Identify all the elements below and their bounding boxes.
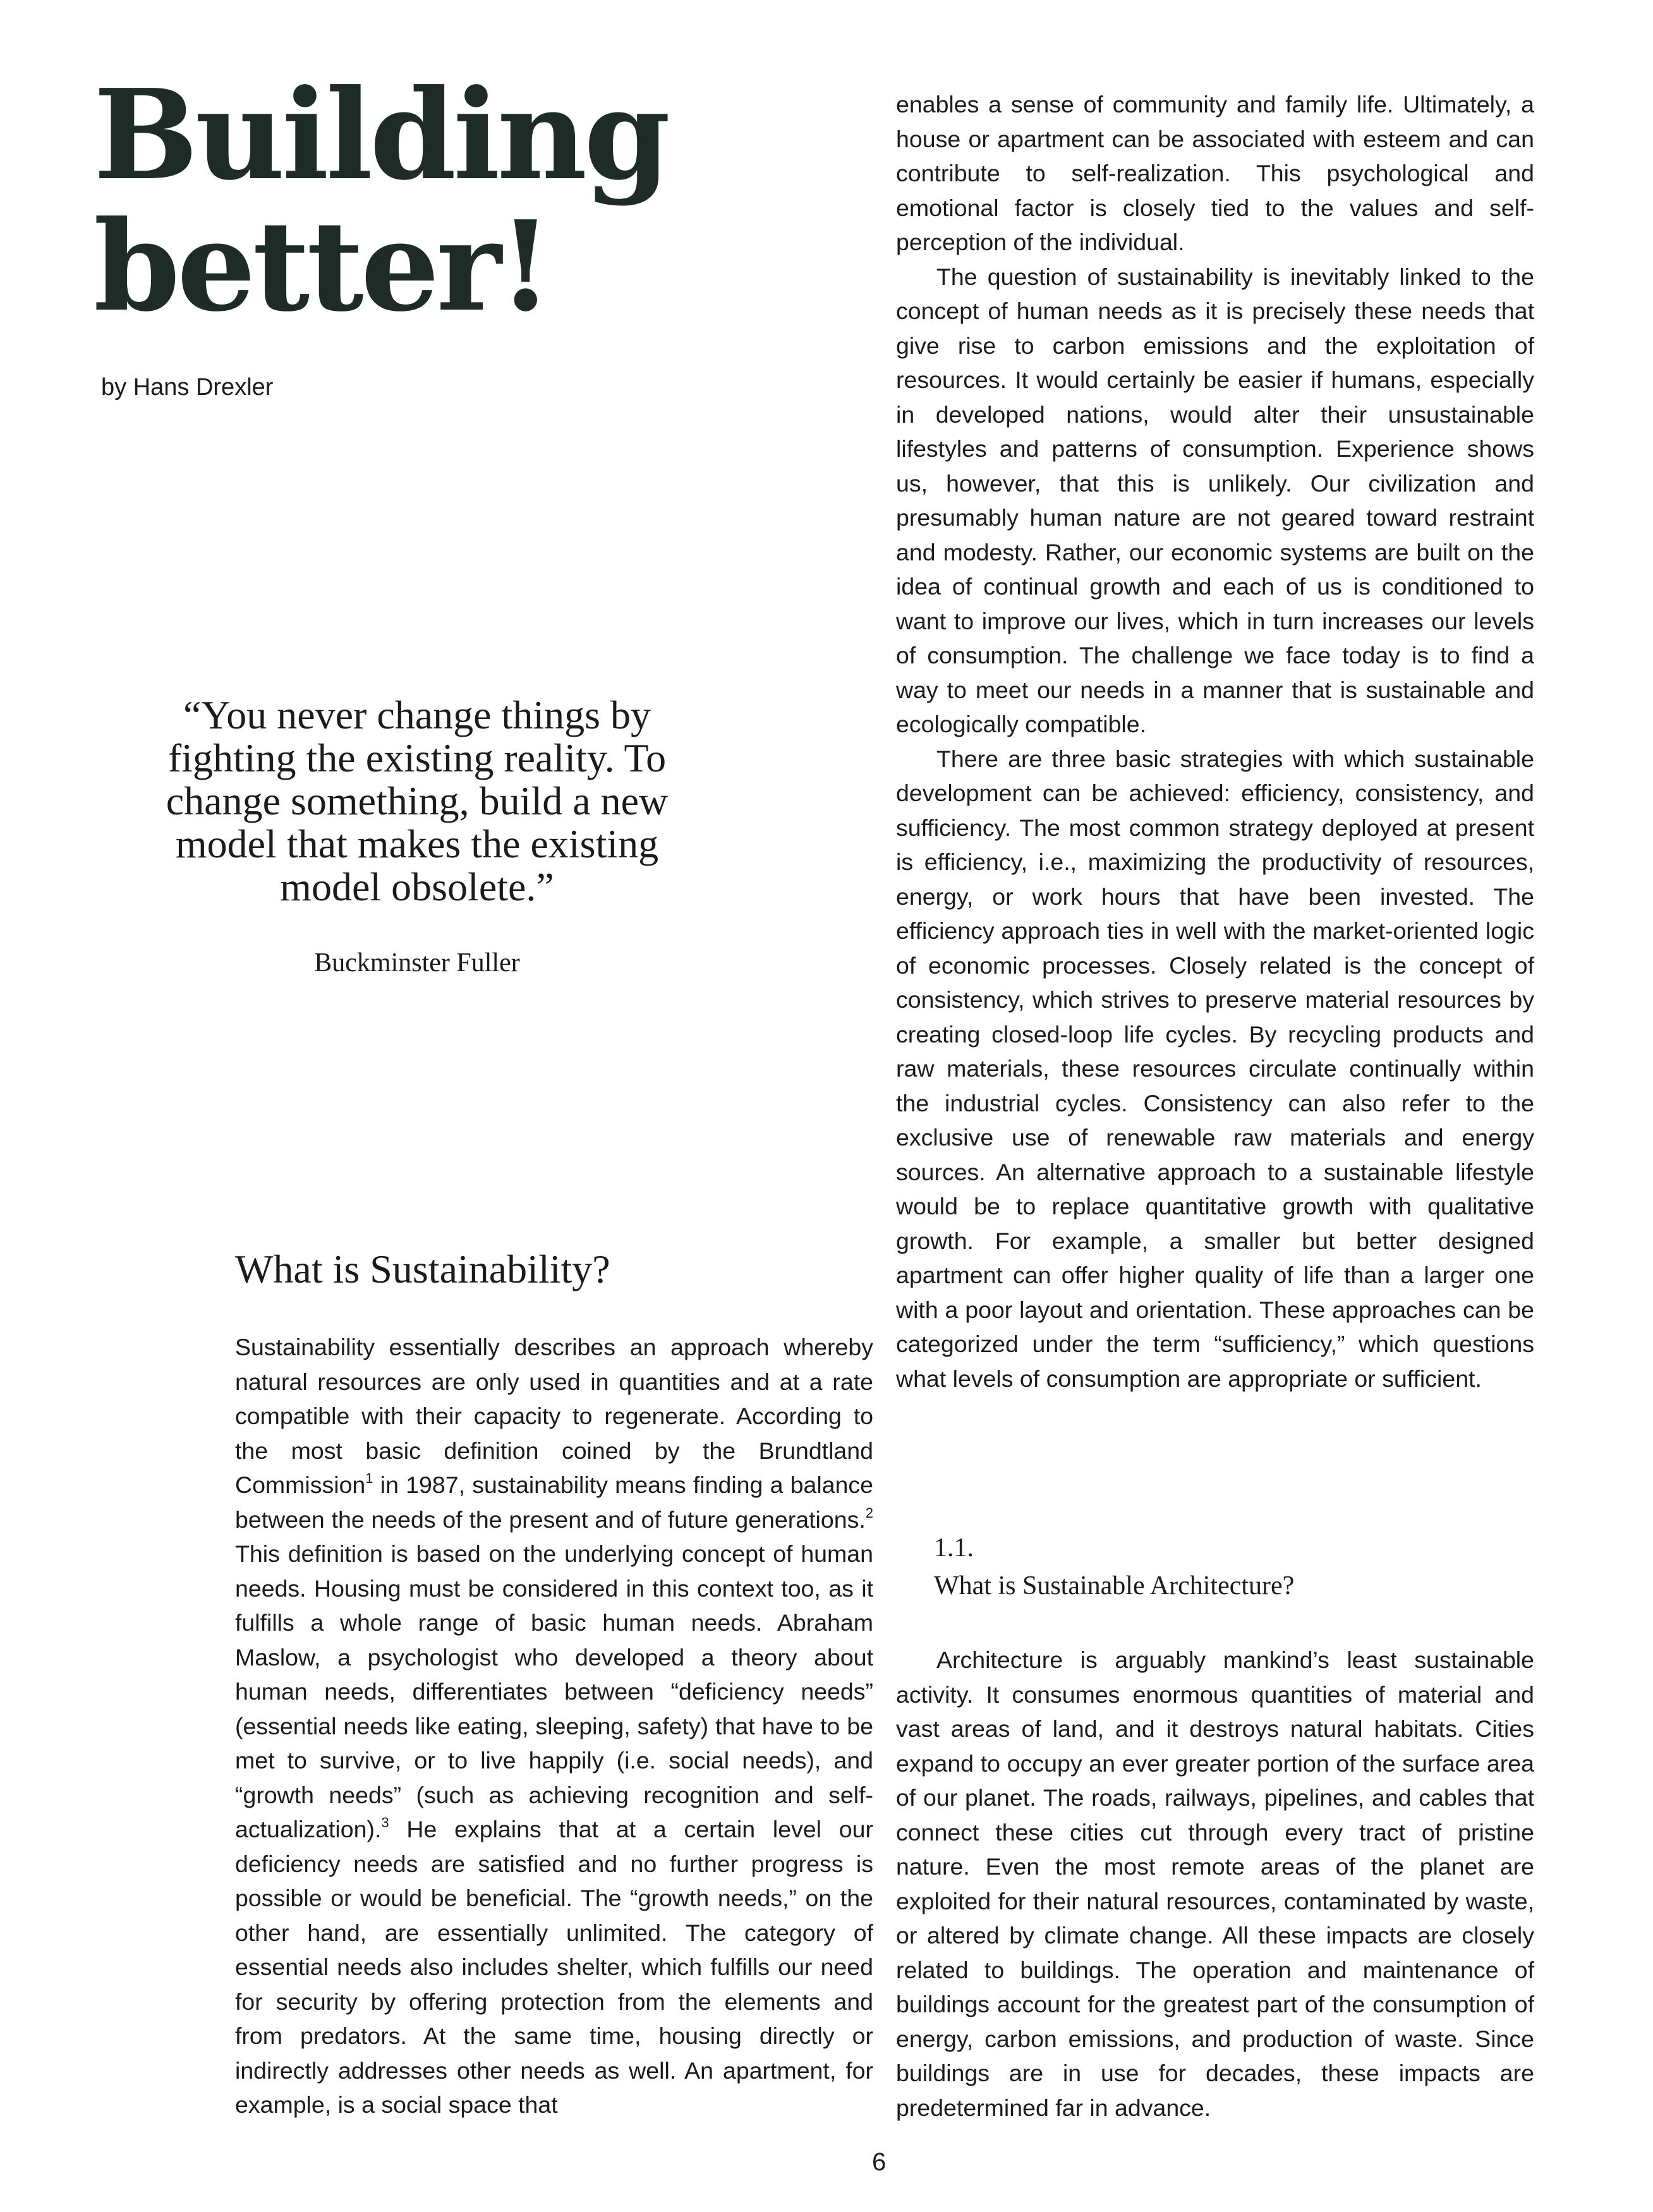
title-line-2: better!: [94, 194, 550, 339]
page-number: 6: [872, 2148, 887, 2176]
left-column-body: [235, 1330, 873, 2122]
footnote-ref-1[interactable]: 1: [365, 1470, 373, 1486]
right-column-body: [896, 87, 1534, 1396]
subsection-title: What is Sustainable Architecture?: [934, 1571, 1295, 1600]
pull-quote: “You never change things by fighting the existing reality. To change something, build a new model that makes the existing model obsolete.”: [166, 692, 669, 909]
text-run: in 1987, sustainability means finding a balance between the needs of the present and of future generations.: [235, 1472, 873, 1533]
subsection-body: [896, 1643, 1534, 2125]
text-run: He explains that at a certain level our deficiency needs are satisfied and no further progress is possible or would be beneficial. The “growth needs,” on the other hand, are essentially unlimited. The category of essential needs also includes shelter, which fulfills our need for security by offering protection from the elements and from predators. At the same time, housing directly or indirectly addresses other needs as well. An apartment, for example, is a social space that: [235, 1816, 873, 2118]
paragraph-strategies: There are three basic strategies with which sustainable development can be achieved: efficiency, consistency, and sufficiency. The most common strategy deployed at present is efficiency, i.e., maximizing the productivity of resources, energy, or work hours that have been invested. The efficiency approach ties in well with the market-oriented logic of economic processes. Closely related is the concept of consistency, which strives to preserve material resources by creating closed-loop life cycles. By recycling products and raw materials, these resources circulate continually within the industrial cycles. Consistency can also refer to the exclusive use of renewable raw materials and energy sources. An alternative approach to a sustainable lifestyle would be to replace quantitative growth with qualitative growth. For example, a smaller but better designed apartment can offer higher quality of life than a larger one with a poor layout and orientation. These approaches can be categorized under the term “sufficiency,” which questions what levels of consumption are appropriate or sufficient.: [896, 745, 1534, 1392]
title-line-1: Building: [94, 63, 668, 208]
paragraph-sustainability-intro: [235, 1330, 873, 2122]
footnote-ref-3[interactable]: 3: [381, 1815, 389, 1830]
paragraph-human-needs: The question of sustainability is inevitably linked to the concept of human needs as it is precisely these needs that give rise to carbon emissions and the exploitation of resources. It would certainly be easier if humans, especially in developed nations, would alter their unsustainable lifestyles and patterns of consumption. Experience shows us, however, that this is unlikely. Our civilization and presumably human nature are not geared toward restraint and modesty. Rather, our economic systems are built on the idea of continual growth and each of us is conditioned to want to improve our lives, which in turn increases our levels of consumption. The challenge we face today is to find a way to meet our needs in a manner that is sustainable and ecologically compatible.: [896, 263, 1534, 737]
subsection-number: 1.1.: [934, 1533, 974, 1562]
section-heading: What is Sustainability?: [235, 1247, 610, 1291]
paragraph-architecture: Architecture is arguably mankind’s least sustainable activity. It consumes enormous quantities of material and vast areas of land, and it destroys natural habitats. Cities expand to occupy an ever greater portion of the surface area of our planet. The roads, railways, pipelines, and cables that connect these cities cut through every tract of pristine nature. Even the most remote areas of the planet are exploited for their natural resources, contaminated by waste, or altered by climate change. All these impacts are closely related to buildings. The operation and maintenance of buildings account for the greatest part of the consumption of energy, carbon emissions, and production of waste. Since buildings are in use for decades, these impacts are predetermined far in advance.: [896, 1647, 1534, 2121]
footnote-ref-2[interactable]: 2: [865, 1504, 873, 1521]
page-title: [94, 63, 789, 339]
text-run: This definition is based on the underlying concept of human needs. Housing must be considered in this context too, as it fulfills a whole range of basic human needs. Abraham Maslow, a psychologist who developed a theory about human needs, differentiates between “deficiency needs” (essential needs like eating, sleeping, safety) that have to be met to survive, or to live happily (i.e. social needs), and “growth needs” (such as achieving recognition and self-actualization).: [235, 1540, 873, 1842]
quote-attribution: Buckminster Fuller: [314, 948, 520, 977]
text-run: Sustainability essentially describes an approach whereby natural resources are only used in quantities and at a rate compatible with their capacity to regenerate. According to the most basic definition coined by the Brundtland Commission: [235, 1334, 873, 1498]
paragraph-continued: enables a sense of community and family life. Ultimately, a house or apartment can be associated with esteem and can contribute to self-realization. This psychological and emotional factor is closely tied to the values and self-perception of the individual.: [896, 91, 1534, 255]
subsection-heading: [934, 1529, 1294, 1605]
author-byline: by Hans Drexler: [101, 374, 274, 401]
